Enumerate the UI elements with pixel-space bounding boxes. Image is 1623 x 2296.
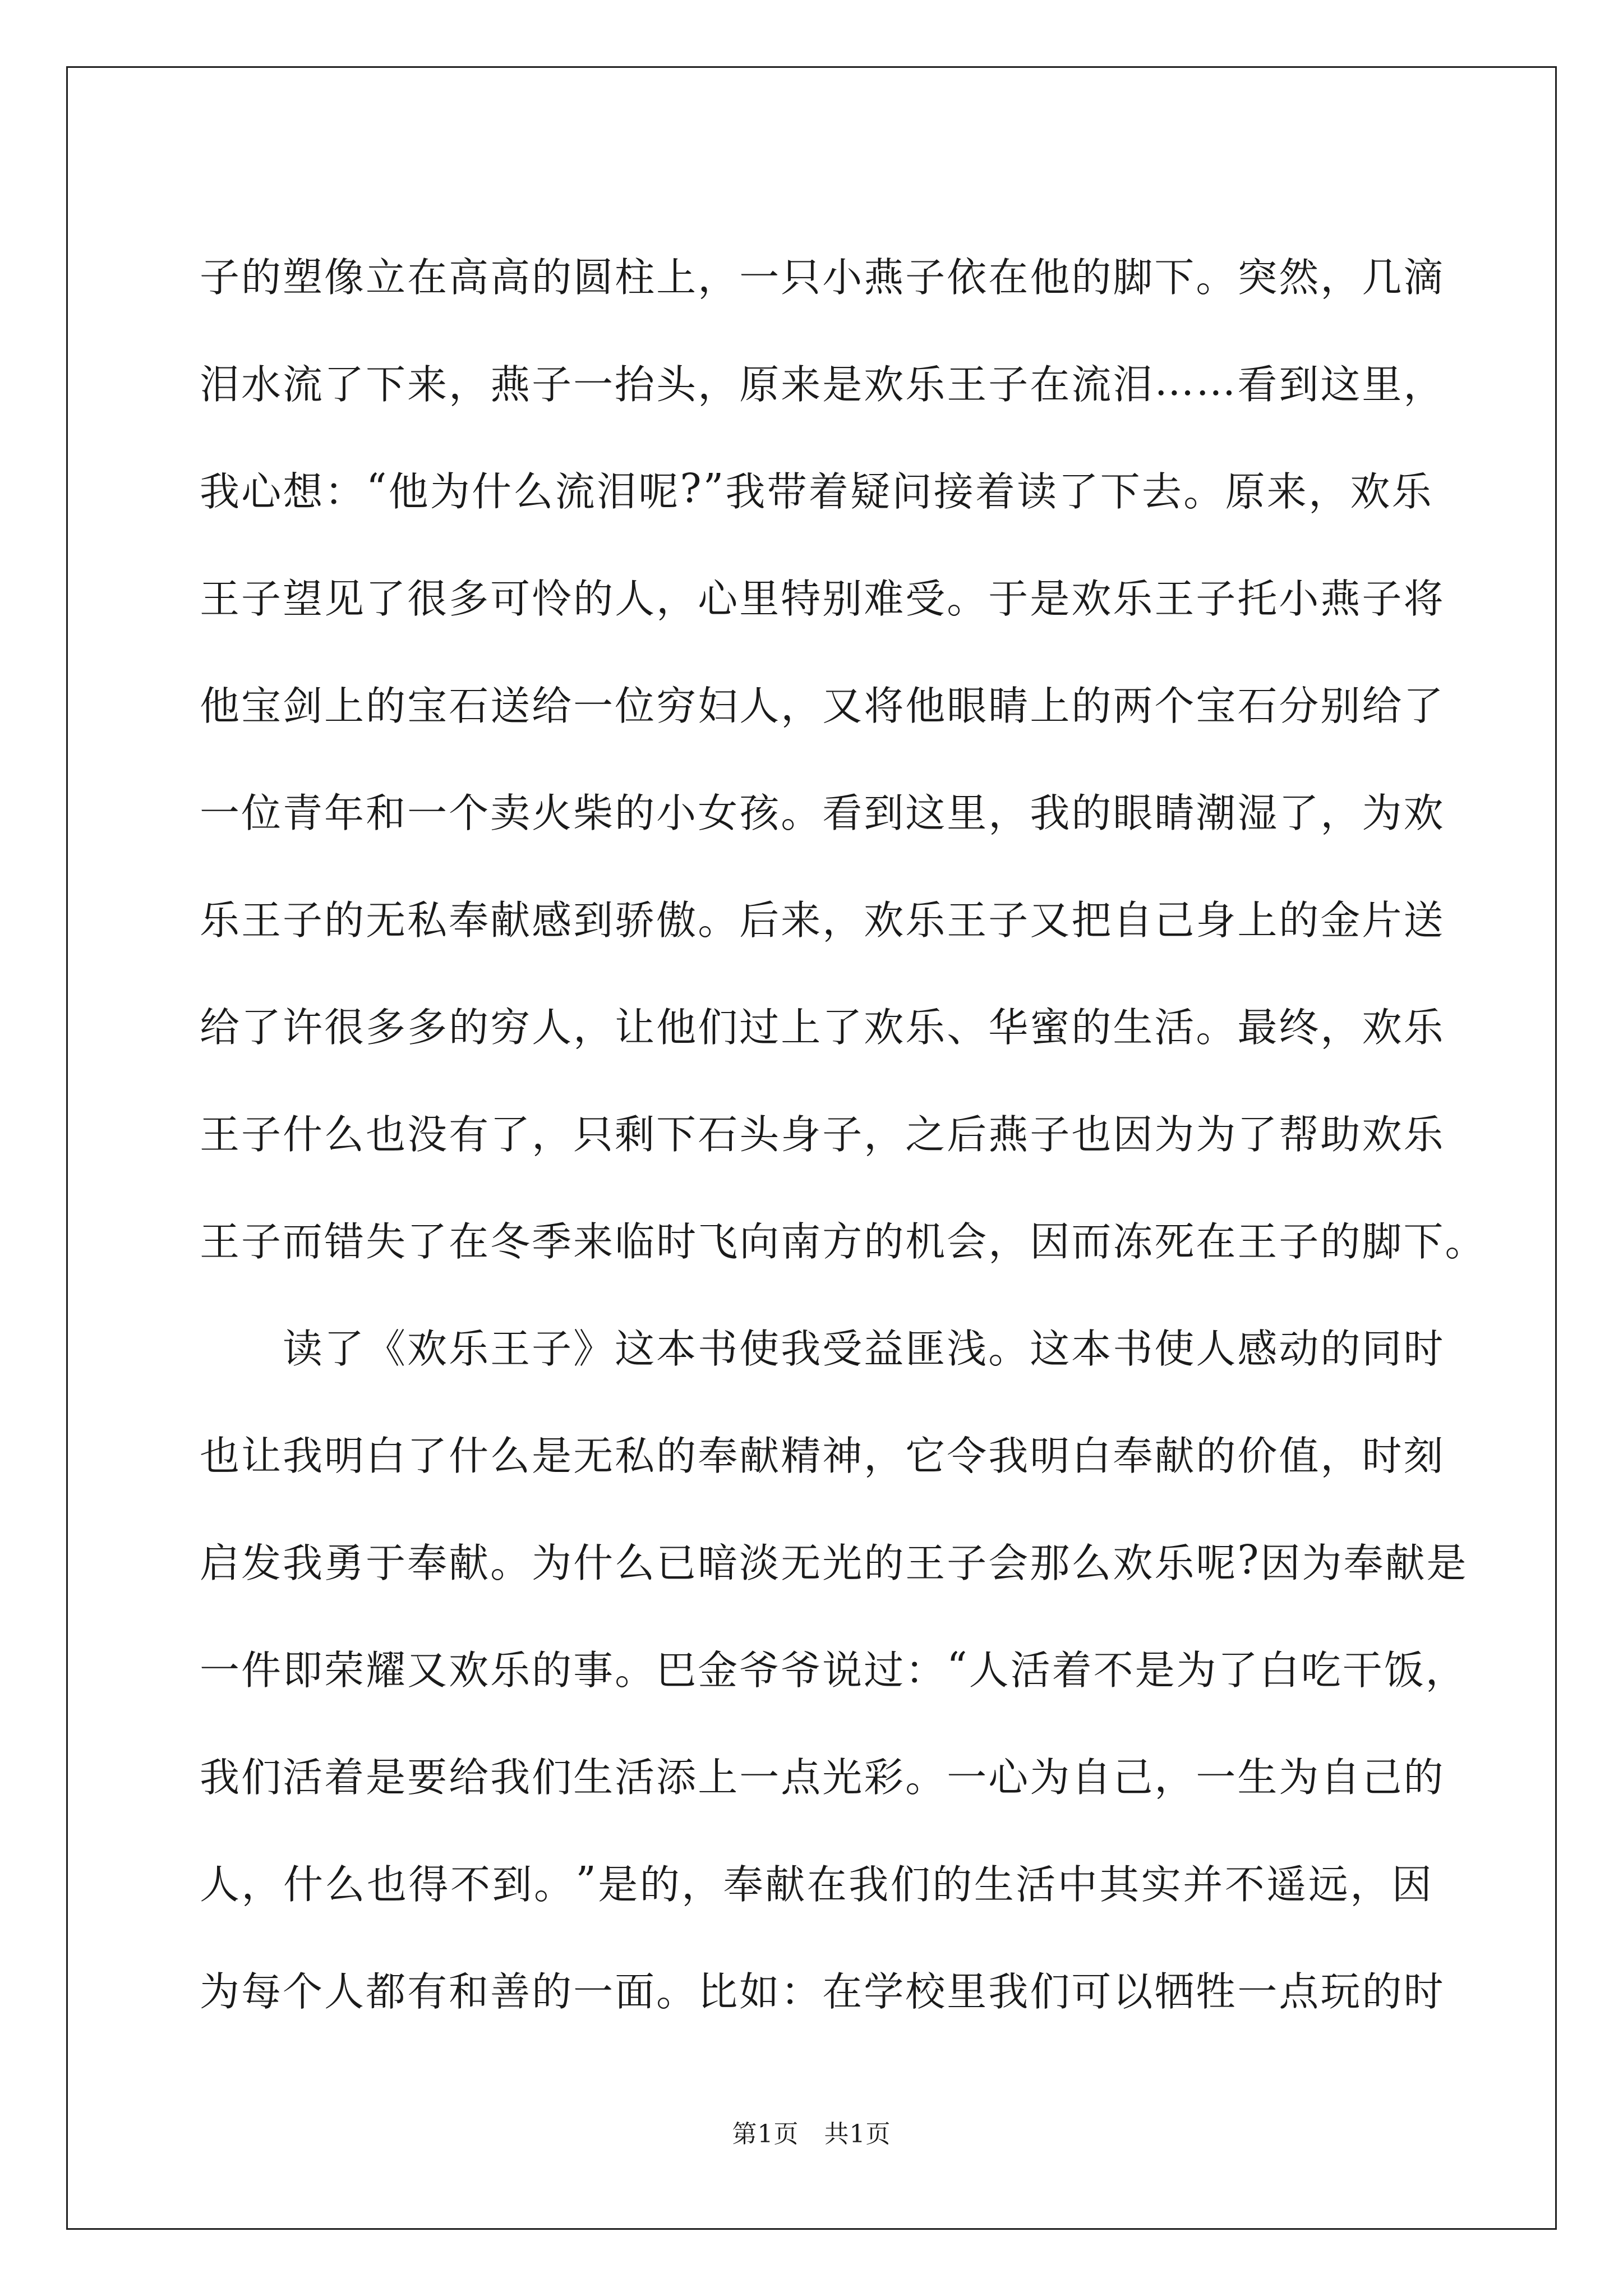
- text-line: 王 子 望 见 了 很 多 可 怜 的 人 ， 心 里 特 别 难 受 。 于 是 欢 乐 王 子 托 小 燕 子 将: [200, 575, 1445, 622]
- text-line: 给 了 许 很 多 多 的 穷 人 ， 让 他 们 过 上 了 欢 乐 、 华 蜜 的 生 活 。 最 终 ， 欢 乐: [200, 1004, 1445, 1051]
- text-line: 为 每 个 人 都 有 和 善 的 一 面 。 比 如 ： 在 学 校 里 我 们 可 以 牺 牲 一 点 玩 的 时: [200, 1968, 1445, 2015]
- page-footer: 第1页 共1页: [732, 2120, 891, 2148]
- paragraph-first-line: 读 了 《 欢 乐 王 子 》 这 本 书 使 我 受 益 匪 浅 。 这 本 书 使 人 感 动 的 同 时: [283, 1325, 1445, 1372]
- text-line: 他 宝 剑 上 的 宝 石 送 给 一 位 穷 妇 人 ， 又 将 他 眼 睛 上 的 两 个 宝 石 分 别 给 了: [200, 682, 1445, 729]
- text-line: 也 让 我 明 白 了 什 么 是 无 私 的 奉 献 精 神 ， 它 令 我 明 白 奉 献 的 价 值 ， 时 刻: [200, 1432, 1445, 1479]
- text-line: 一 件 即 荣 耀 又 欢 乐 的 事 。 巴 金 爷 爷 说 过 ： “ 人 活 着 不 是 为 了 白 吃 干 饭 ，: [200, 1644, 1467, 1694]
- text-line: 我 们 活 着 是 要 给 我 们 生 活 添 上 一 点 光 彩 。 一 心 为 自 己 ， 一 生 为 自 己 的: [200, 1754, 1445, 1801]
- document-body: [200, 220, 1487, 2042]
- text-line: 泪 水 流 了 下 来 ， 燕 子 一 抬 头 ， 原 来 是 欢 乐 王 子 在 流 泪 … … 看 到 这 里 ，: [200, 358, 1445, 408]
- text-line: 王 子 而 错 失 了 在 冬 季 来 临 时 飞 向 南 方 的 机 会 ， 因 而 冻 死 在 王 子 的 脚 下 。: [200, 1218, 1487, 1265]
- text-line: 子 的 塑 像 立 在 高 高 的 圆 柱 上 ， 一 只 小 燕 子 依 在 他 的 脚 下 。 突 然 ， 几 滴: [200, 254, 1445, 301]
- text-line: 启 发 我 勇 于 奉 献 。 为 什 么 已 暗 淡 无 光 的 王 子 会 那 么 欢 乐 呢 ? 因 为 奉 献 是: [200, 1536, 1468, 1586]
- text-line: 我 心 想 ： “ 他 为 什 么 流 泪 呢 ? ” 我 带 着 疑 问 接 着 读 了 下 去 。 原 来 ， 欢 乐: [200, 465, 1433, 515]
- text-line: 王 子 什 么 也 没 有 了 ， 只 剩 下 石 头 身 子 ， 之 后 燕 子 也 因 为 为 了 帮 助 欢 乐: [200, 1111, 1445, 1158]
- text-line: 人 ， 什 么 也 得 不 到 。 ” 是 的 ， 奉 献 在 我 们 的 生 活 中 其 实 并 不 遥 远 ， 因: [200, 1858, 1433, 1908]
- text-line: 乐 王 子 的 无 私 奉 献 感 到 骄 傲 。 后 来 ， 欢 乐 王 子 又 把 自 己 身 上 的 金 片 送: [200, 896, 1445, 944]
- text-line: 一 位 青 年 和 一 个 卖 火 柴 的 小 女 孩 。 看 到 这 里 ， 我 的 眼 睛 潮 湿 了 ， 为 欢: [200, 789, 1445, 836]
